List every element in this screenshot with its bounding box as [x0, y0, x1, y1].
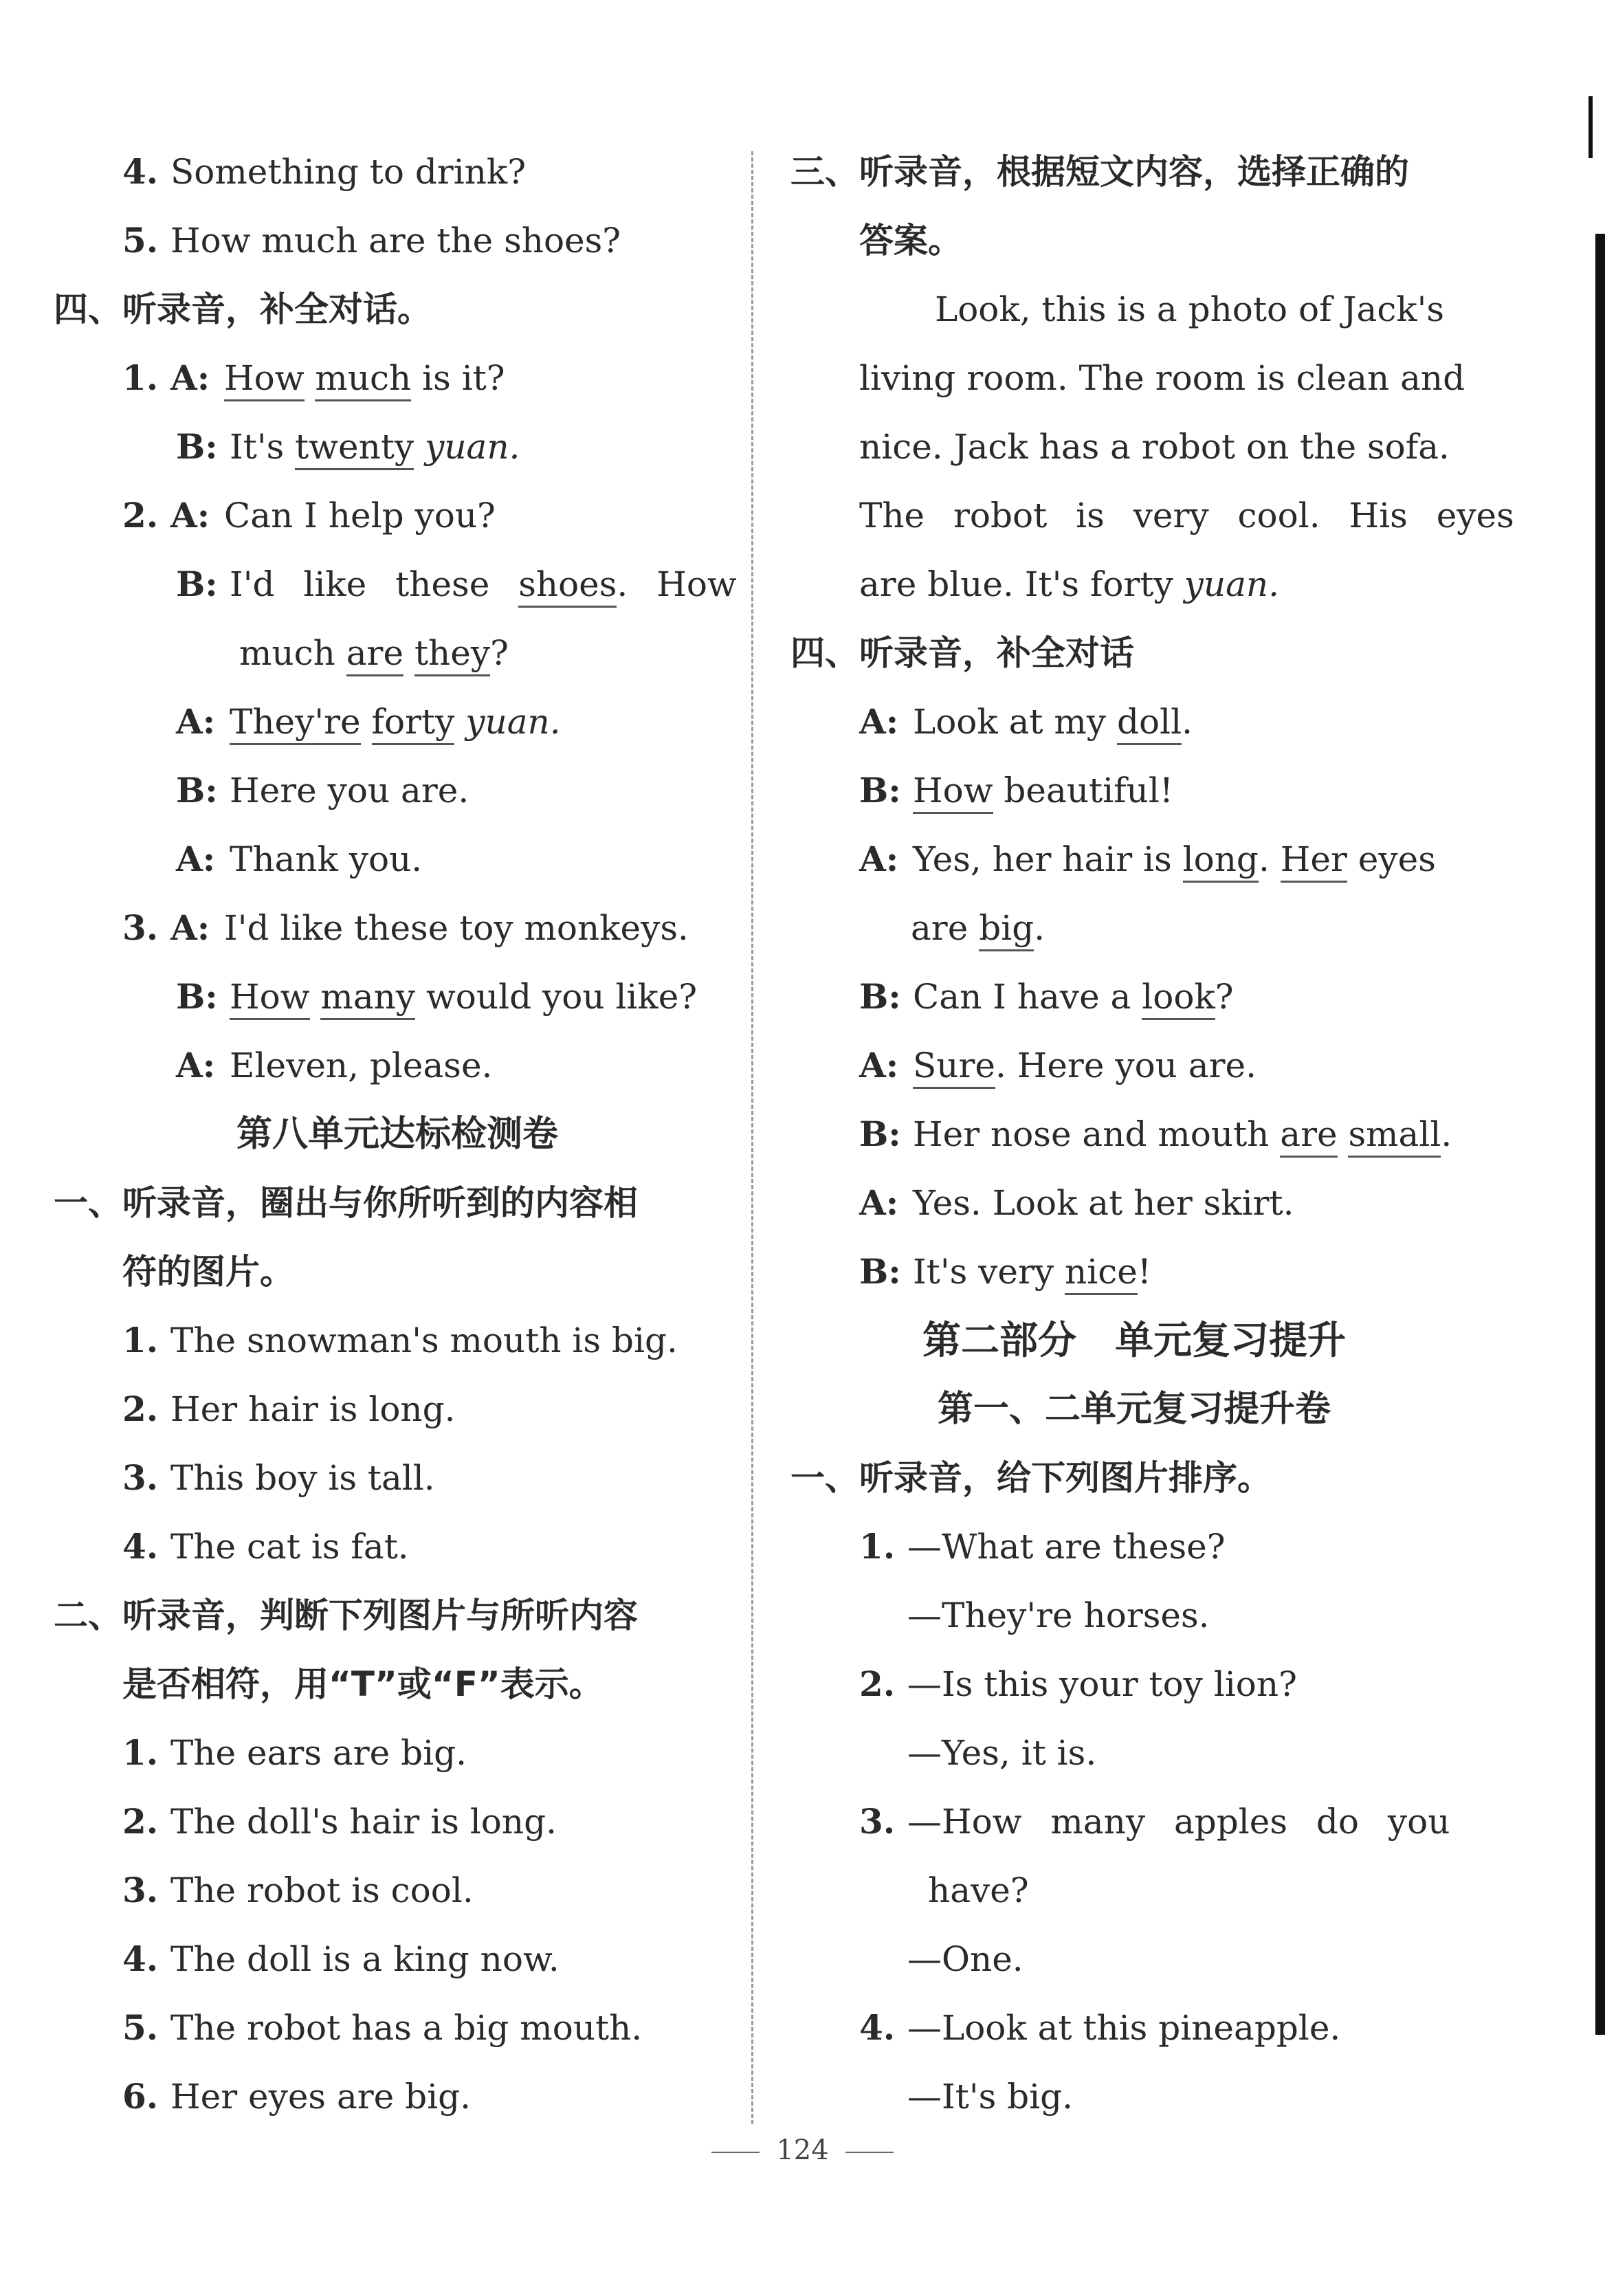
list-item-answer: —Yes, it is. [907, 1733, 1097, 1773]
answer-blank: are [346, 633, 403, 676]
dialog-line: are big. [790, 894, 1478, 962]
answer-blank: long [1183, 839, 1259, 883]
dialog-line: B: How many would you like? [54, 962, 741, 1031]
section-heading: 一、听录音，圈出与你所听到的内容相 [54, 1183, 638, 1223]
list-item-answer: —It's big. [907, 2077, 1074, 2117]
dialog-line: A: Thank you. [176, 839, 423, 879]
dialog-line: 2. A: Can I help you? [122, 495, 496, 536]
list-item-answer: —They're horses. [907, 1596, 1210, 1635]
answer-blank: Sure [913, 1046, 995, 1089]
footer-dash-left [711, 2152, 760, 2153]
column-divider [751, 151, 753, 2124]
right-column [790, 137, 1514, 2131]
answer-blank: many [320, 977, 415, 1020]
dialog-line: A: Look at my doll. [790, 687, 1478, 756]
passage-line: The robot is very cool. His eyes [859, 496, 1514, 536]
answer-blank: they [414, 633, 490, 676]
answer-blank: How [224, 358, 305, 401]
list-item: 1. —What are these? [859, 1526, 1226, 1567]
section-heading-cont: 符的图片。 [122, 1252, 294, 1292]
dialog-line: 1. A: How much is it? [54, 344, 741, 412]
review-title: 第一、二单元复习提升卷 [937, 1389, 1331, 1430]
list-item: 6. Her eyes are big. [122, 2076, 472, 2117]
list-item: 3. —How many apples do you [859, 1801, 1450, 1842]
list-item: 4. Something to drink? [122, 151, 527, 192]
dialog-line: 3. A: I'd like these toy monkeys. [122, 907, 689, 948]
answer-blank: twenty [295, 427, 414, 470]
section-heading-cont: 是否相符，用“T”或“F”表示。 [122, 1664, 604, 1704]
list-item: 1. The snowman's mouth is big. [122, 1320, 678, 1360]
dialog-line: A: Yes. Look at her skirt. [859, 1182, 1294, 1223]
answer-blank: forty [372, 702, 455, 745]
page-number: 124 [776, 2134, 829, 2166]
dialog-line: much are they? [54, 619, 741, 687]
list-item-answer: —One. [907, 1939, 1023, 1979]
list-item: 5. The robot has a big mouth. [122, 2007, 643, 2048]
section-heading-cont: 答案。 [859, 221, 962, 261]
list-item: 2. Her hair is long. [122, 1389, 456, 1429]
answer-blank: shoes [518, 564, 617, 608]
dialog-line: B: Here you are. [176, 770, 469, 810]
unit-title: 第八单元达标检测卷 [236, 1114, 558, 1155]
dialog-line: B: Can I have a look? [790, 962, 1478, 1031]
answer-blank: much [315, 358, 411, 401]
scan-edge-mark [1589, 96, 1593, 158]
scan-edge-shadow [1595, 234, 1605, 2035]
section-heading: 四、听录音，补全对话 [790, 633, 1134, 673]
list-item: 2. The doll's hair is long. [122, 1801, 557, 1842]
list-item: 4. The doll is a king now. [122, 1939, 560, 1979]
list-item: 3. The robot is cool. [122, 1870, 474, 1910]
list-item: 2. —Is this your toy lion? [859, 1664, 1297, 1704]
list-item: 1. The ears are big. [122, 1732, 467, 1773]
answer-blank: small [1348, 1114, 1441, 1158]
passage-line: Look, this is a photo of Jack's [935, 289, 1445, 329]
section-heading: 二、听录音，判断下列图片与所听内容 [54, 1596, 638, 1635]
list-item: 4. The cat is fat. [122, 1526, 409, 1567]
section-heading: 一、听录音，给下列图片排序。 [790, 1458, 1272, 1498]
passage-line: are blue. It's forty yuan. [859, 564, 1280, 604]
answer-blank: doll [1117, 702, 1182, 745]
dialog-line: A: They're forty yuan. [54, 687, 741, 756]
list-item: 3. This boy is tall. [122, 1457, 435, 1498]
page-footer [0, 2134, 1605, 2166]
answer-blank: Her [1281, 839, 1347, 883]
dialog-line: A: Sure. Here you are. [790, 1031, 1478, 1100]
left-column [54, 137, 741, 2131]
list-item: 5. How much are the shoes? [122, 220, 621, 261]
section-heading: 四、听录音，补全对话。 [54, 289, 432, 329]
answer-blank: How [913, 771, 993, 814]
dialog-line: B: I'd like these shoes. How [54, 550, 741, 619]
list-item: 4. —Look at this pineapple. [859, 2007, 1341, 2048]
dialog-line: B: It's twenty yuan. [54, 412, 741, 481]
dialog-line: A: Yes, her hair is long. Her eyes [790, 825, 1478, 894]
dialog-line: A: Eleven, please. [176, 1045, 493, 1085]
answer-blank: big [979, 908, 1034, 951]
dialog-line: B: How beautiful! [790, 756, 1478, 825]
answer-blank: How [230, 977, 310, 1020]
list-item-cont: have? [928, 1870, 1029, 1910]
passage-line: nice. Jack has a robot on the sofa. [859, 427, 1450, 467]
passage-line: living room. The room is clean and [859, 358, 1465, 398]
answer-blank: They're [230, 702, 361, 745]
section-heading: 三、听录音，根据短文内容，选择正确的 [790, 152, 1409, 192]
answer-blank: look [1142, 977, 1215, 1020]
part-title: 第二部分 单元复习提升 [922, 1318, 1346, 1363]
answer-blank: are [1280, 1114, 1337, 1158]
footer-dash-right [845, 2152, 894, 2153]
dialog-line: B: Her nose and mouth are small. [790, 1100, 1478, 1169]
answer-blank: nice [1065, 1252, 1138, 1295]
dialog-line: B: It's very nice! [790, 1237, 1478, 1306]
